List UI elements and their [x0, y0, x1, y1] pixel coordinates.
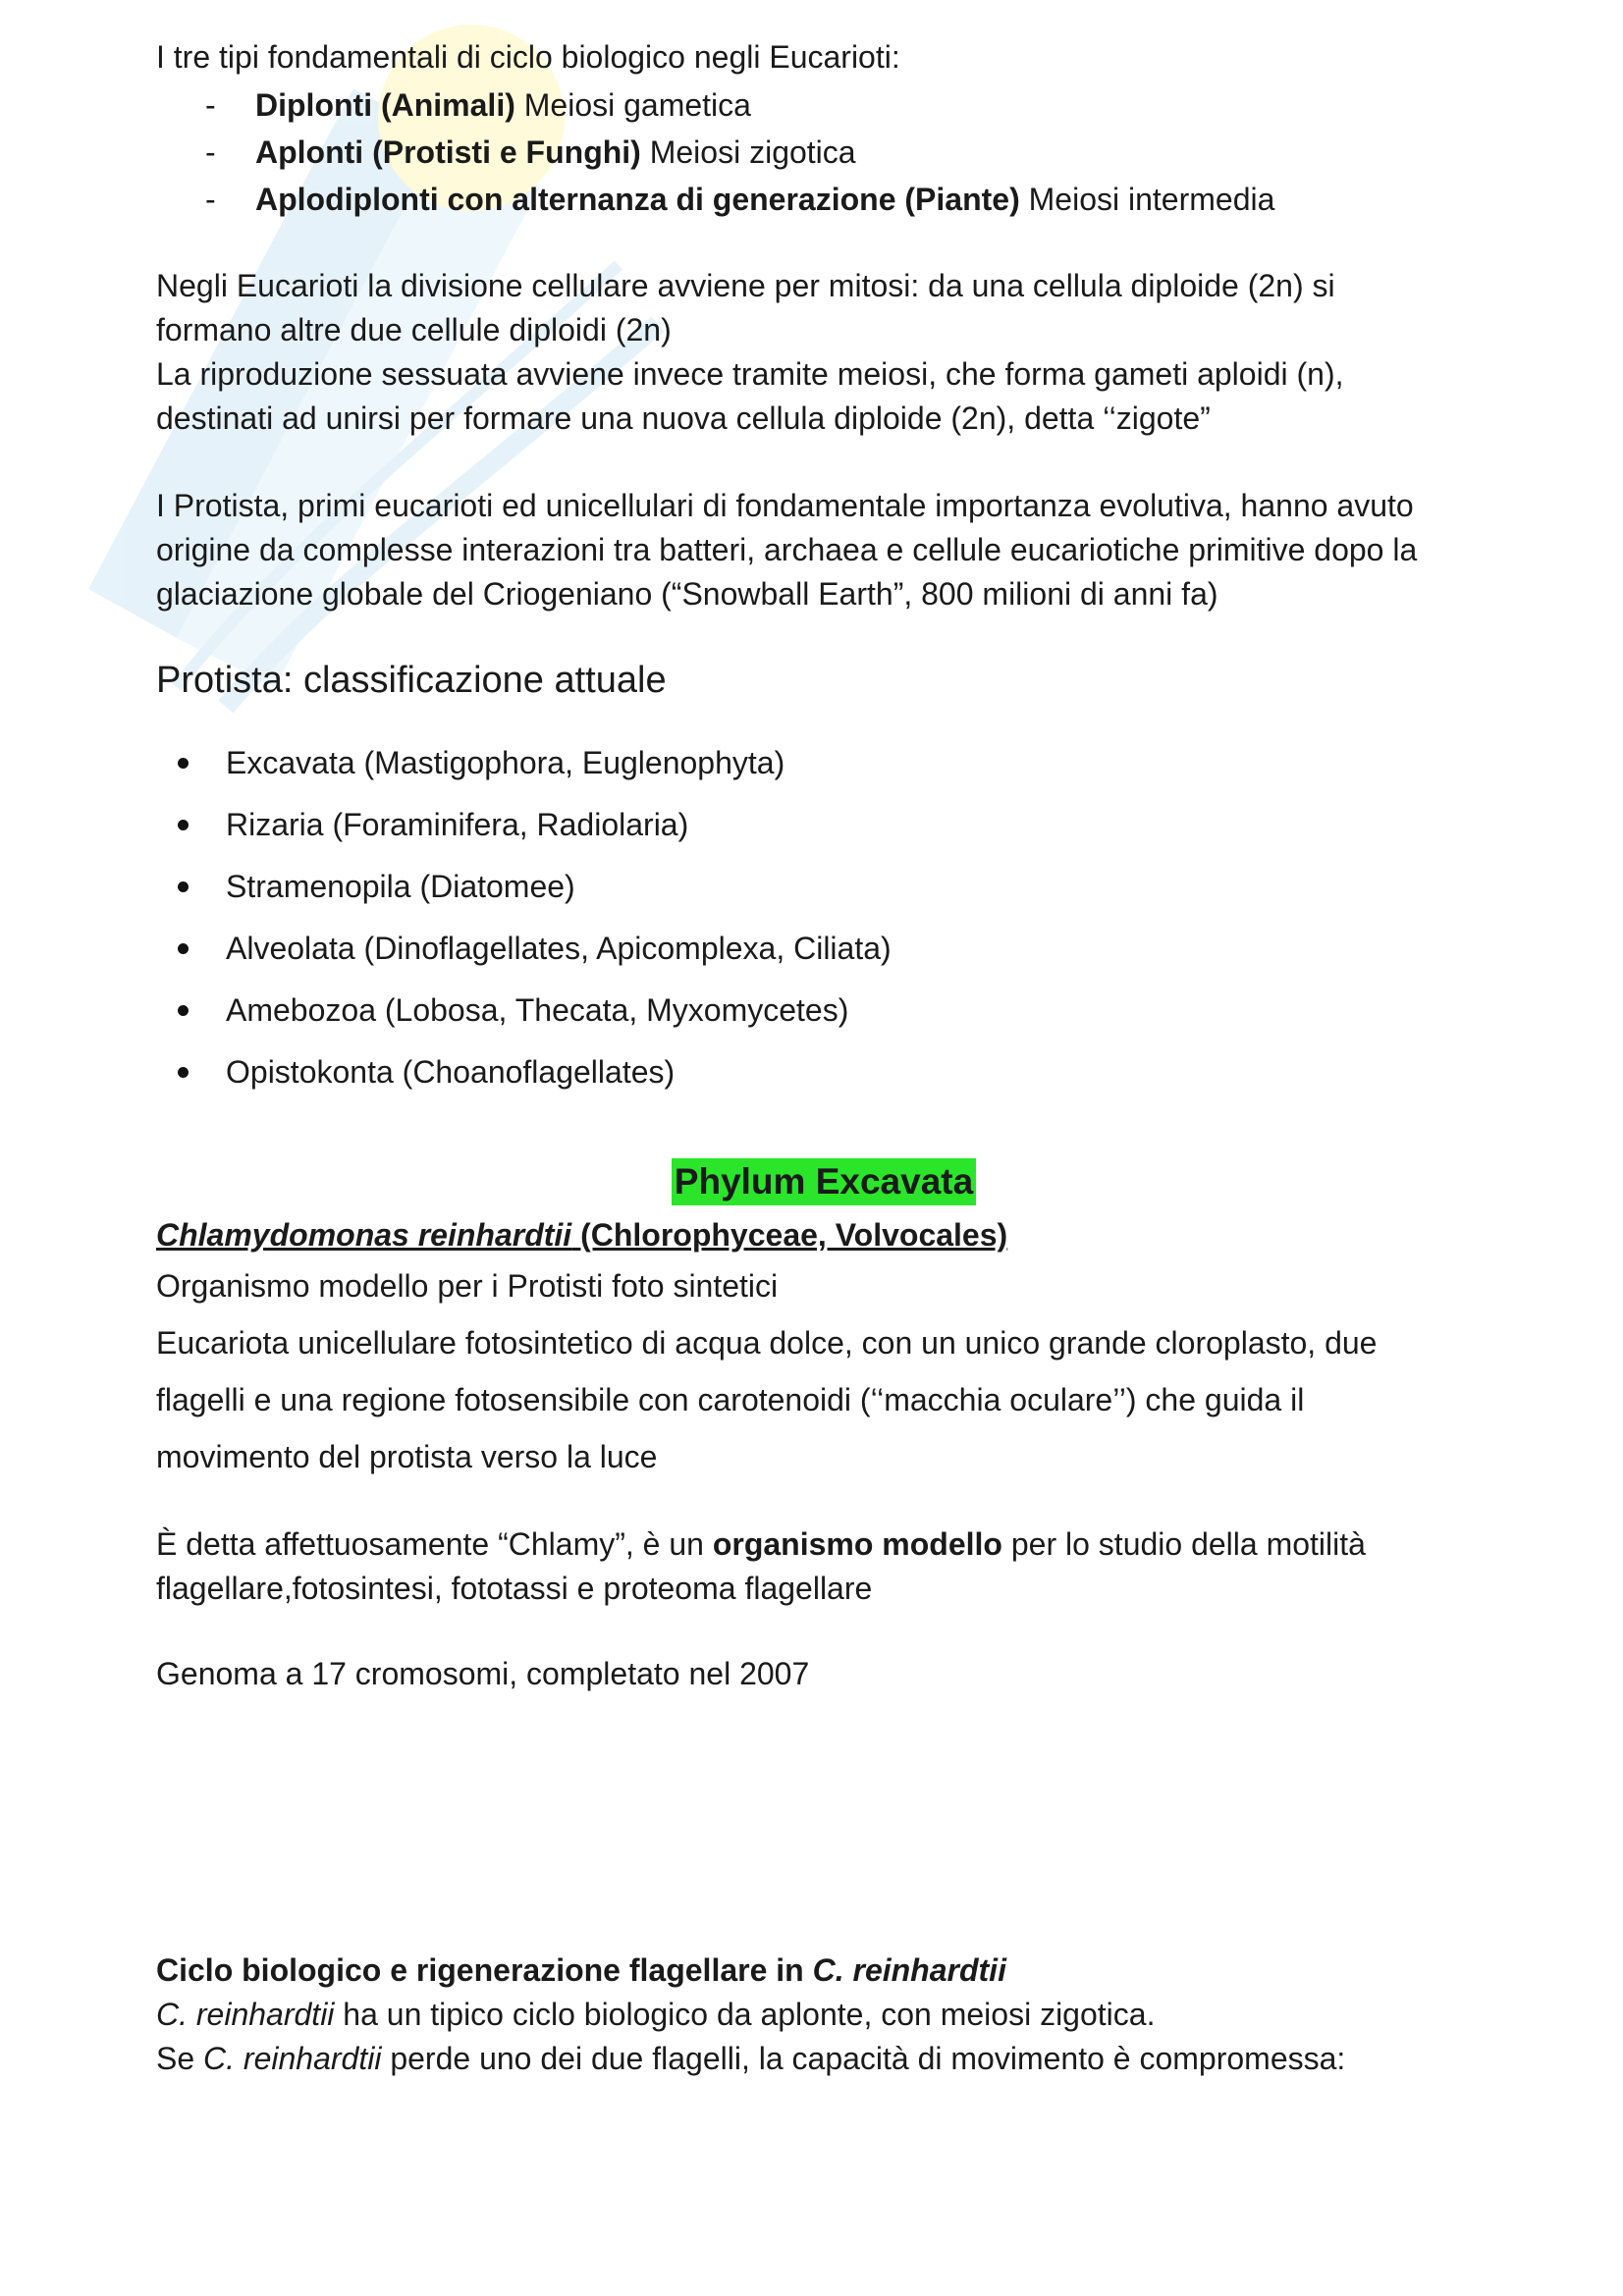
bullet-icon [178, 881, 189, 892]
cycle-heading: Ciclo biologico e rigenerazione flagellare in C. reinhardtii [156, 1952, 1006, 1988]
protista-paragraph: I Protista, primi eucarioti ed unicellulari di fondamentale importanza evolutiva, hanno avuto origine da complesse interazioni tra batteri, archaea e cellule eucariotiche primitive dopo la glaciazione globale del Criogeniano (“Snowball Earth”, 800 milioni di anni fa) [156, 488, 1418, 612]
mitosis-paragraph: Negli Eucarioti la divisione cellulare avviene per mitosi: da una cellula diploide (2n) si formano altre due cellule diploidi (2n) La riproduzione sessuata avviene invece tramite meiosi, che forma gameti aploidi (n), destinati ad unirsi per formare una nuova cellula diploide (2n), detta ‘‘zigote” [156, 268, 1344, 436]
list-item: - Aplodiplonti con alternanza di generazione (Piante) Meiosi intermedia [156, 176, 1491, 223]
list-item: Rizaria (Foraminifera, Radiolaria) [156, 794, 1491, 856]
list-item: Amebozoa (Lobosa, Thecata, Myxomycetes) [156, 980, 1491, 1041]
list-item: Opistokonta (Choanoflagellates) [156, 1041, 1491, 1103]
cycle-list [156, 81, 1491, 223]
document-page [156, 35, 1491, 2081]
bullet-icon [178, 758, 189, 769]
list-item: Alveolata (Dinoflagellates, Apicomplexa, Ciliata) [156, 918, 1491, 980]
list-item: Stramenopila (Diatomee) [156, 856, 1491, 918]
dash-marker: - [205, 182, 216, 217]
species-description: Organismo modello per i Protisti foto sintetici Eucariota unicellulare fotosintetico di acqua dolce, con un unico grande cloroplasto, due flagelli e una regione fotosensibile con carotenoidi (‘‘macchia oculare’’) che guida il movimento del protista verso la luce [156, 1268, 1378, 1474]
intro-line: I tre tipi fondamentali di ciclo biologico negli Eucarioti: [156, 39, 900, 75]
dash-marker: - [205, 87, 216, 123]
classification-heading: Protista: classificazione attuale [156, 660, 667, 701]
bullet-icon [178, 820, 189, 830]
cycle-section: Ciclo biologico e rigenerazione flagellare in C. reinhardtii C. reinhardtii ha un tipico ciclo biologico da aplonte, con meiosi zigotica. Se C. reinhardtii perde uno dei due flagelli, la capacità di movimento è compromessa: [156, 1949, 1491, 2081]
species-heading: Chlamydomonas reinhardtii (Chlorophyceae, Volvocales) [156, 1217, 1008, 1253]
list-item: - Diplonti (Animali) Meiosi gametica [156, 81, 1491, 129]
list-item: - Aplonti (Protisti e Funghi) Meiosi zigotica [156, 129, 1491, 176]
list-item: Excavata (Mastigophora, Euglenophyta) [156, 732, 1491, 794]
bullet-icon [178, 943, 189, 954]
genome-paragraph: Genoma a 17 cromosomi, completato nel 2007 [156, 1656, 810, 1691]
chlamy-paragraph: È detta affettuosamente “Chlamy”, è un organismo modello per lo studio della motilità flagellare,fotosintesi, fototassi e proteoma flagellare [156, 1526, 1366, 1606]
bullet-icon [178, 1005, 189, 1016]
bullet-icon [178, 1067, 189, 1078]
phylum-title: Phylum Excavata [672, 1158, 976, 1205]
dash-marker: - [205, 134, 216, 170]
classification-list [156, 732, 1491, 1103]
